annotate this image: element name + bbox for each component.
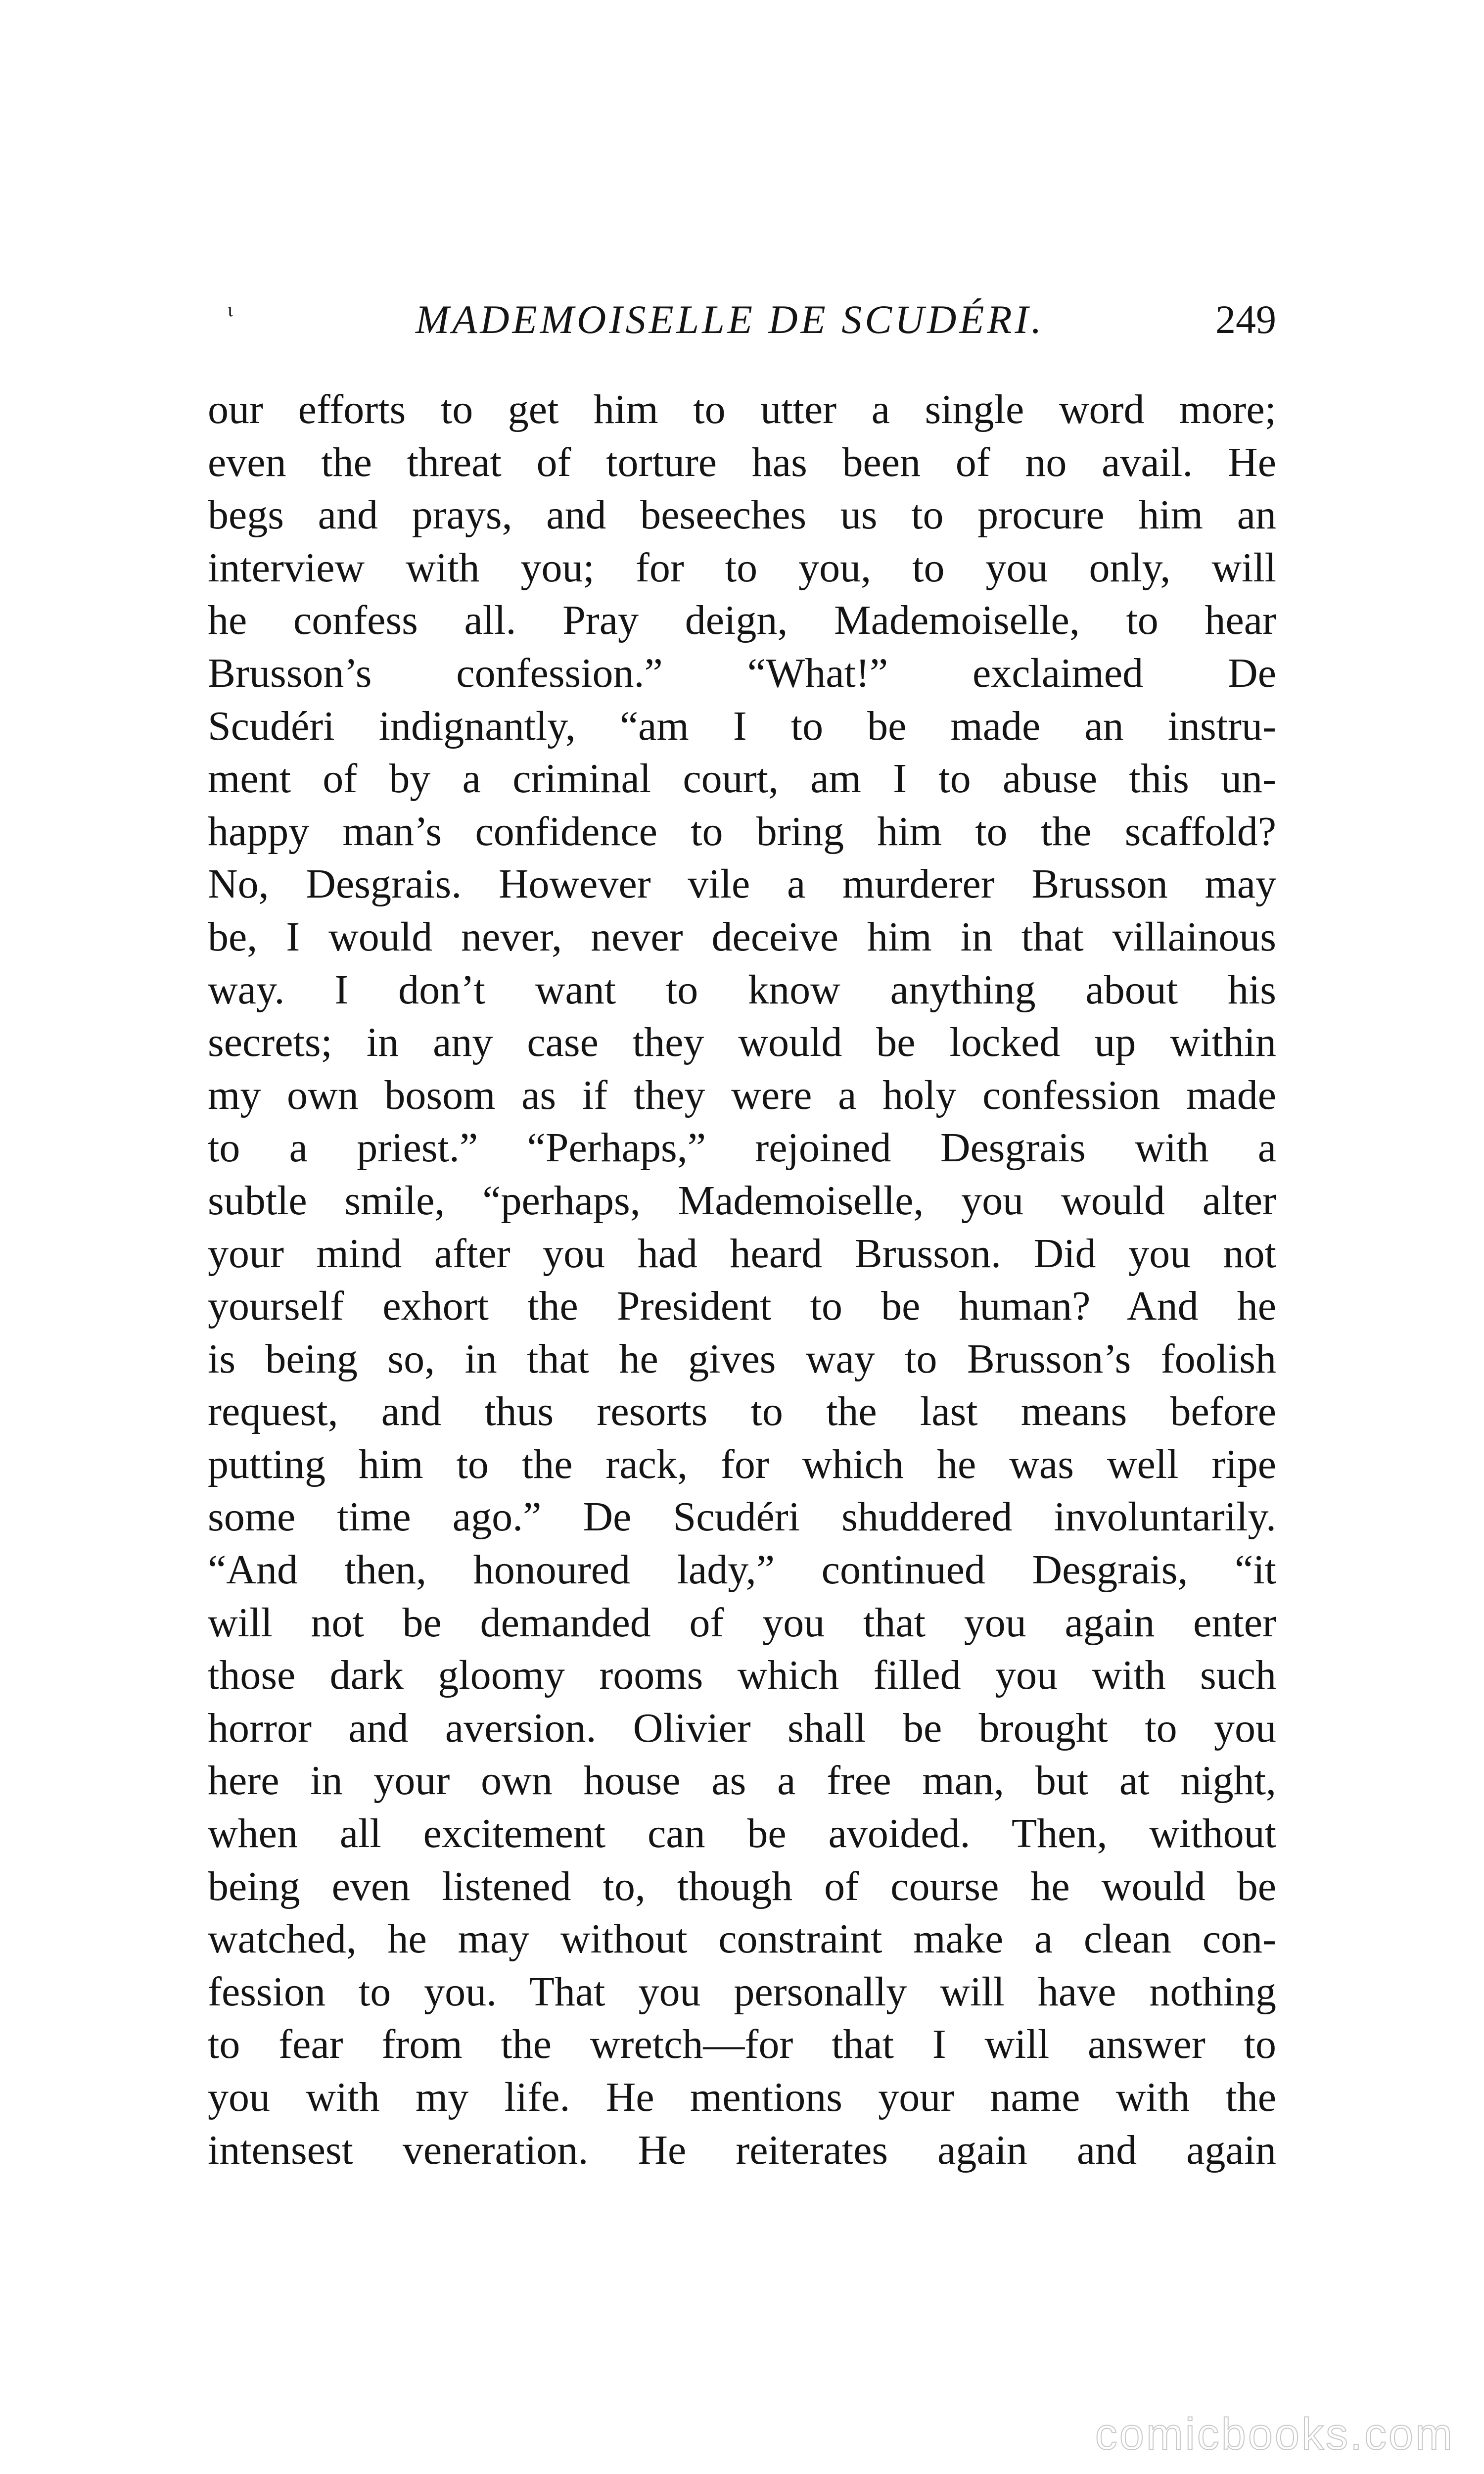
text-line: intensest veneration. He reiterates again and again (208, 2127, 1276, 2173)
text-line: begs and prays, and beseeches us to procure him an (208, 492, 1276, 538)
body-text (208, 383, 1276, 2177)
text-line: when all excitement can be avoided. Then, without (208, 1810, 1276, 1857)
text-line: here in your own house as a free man, but at night, (208, 1758, 1276, 1804)
text-line: being even listened to, though of course he would be (208, 1863, 1276, 1909)
text-line: subtle smile, “perhaps, Mademoiselle, you would alter (208, 1177, 1276, 1224)
text-line: your mind after you had heard Brusson. Did you not (208, 1230, 1276, 1277)
text-line: our efforts to get him to utter a single word more; (208, 386, 1276, 432)
text-line: watched, he may without constraint make a clean con- (208, 1916, 1276, 1962)
text-line: Scudéri indignantly, “am I to be made an instru- (208, 703, 1276, 749)
margin-mark: ι (228, 298, 233, 321)
text-line: secrets; in any case they would be locked up within (208, 1019, 1276, 1066)
page-number: 249 (1215, 297, 1276, 342)
text-line: will not be demanded of you that you again enter (208, 1599, 1276, 1646)
text-line: yourself exhort the President to be human? And he (208, 1283, 1276, 1330)
text-line: he confess all. Pray deign, Mademoiselle, to hear (208, 597, 1276, 644)
text-line: you with my life. He mentions your name with the (208, 2074, 1276, 2120)
text-line: No, Desgrais. However vile a murderer Brusson may (208, 861, 1276, 907)
chapter-title: MADEMOISELLE DE SCUDÉRI. (416, 297, 1045, 342)
text-line: to fear from the wretch—for that I will answer to (208, 2021, 1276, 2068)
text-line: is being so, in that he gives way to Brusson’s foolish (208, 1335, 1276, 1382)
text-line: “And then, honoured lady,” continued Desgrais, “it (208, 1547, 1276, 1593)
text-line: happy man’s confidence to bring him to the scaffold? (208, 808, 1276, 855)
text-line: to a priest.” “Perhaps,” rejoined Desgrais with a (208, 1125, 1276, 1171)
running-head (208, 295, 1276, 354)
text-line: request, and thus resorts to the last means before (208, 1388, 1276, 1435)
text-line: ment of by a criminal court, am I to abuse this un- (208, 756, 1276, 802)
text-line: even the threat of torture has been of no avail. He (208, 439, 1276, 485)
text-line: Brusson’s confession.” “What!” exclaimed De (208, 650, 1276, 696)
text-line: those dark gloomy rooms which filled you with such (208, 1652, 1276, 1699)
text-line: way. I don’t want to know anything about his (208, 966, 1276, 1013)
text-line: my own bosom as if they were a holy confession made (208, 1072, 1276, 1118)
text-line: horror and aversion. Olivier shall be brought to you (208, 1705, 1276, 1751)
text-line: be, I would never, never deceive him in that villainous (208, 913, 1276, 960)
text-line: fession to you. That you personally will have nothing (208, 1968, 1276, 2015)
text-line: putting him to the rack, for which he was well ripe (208, 1441, 1276, 1487)
text-line: interview with you; for to you, to you only, will (208, 544, 1276, 591)
text-line: some time ago.” De Scudéri shuddered involuntarily. (208, 1494, 1276, 1540)
watermark: comicbooks.com (1095, 2410, 1454, 2459)
